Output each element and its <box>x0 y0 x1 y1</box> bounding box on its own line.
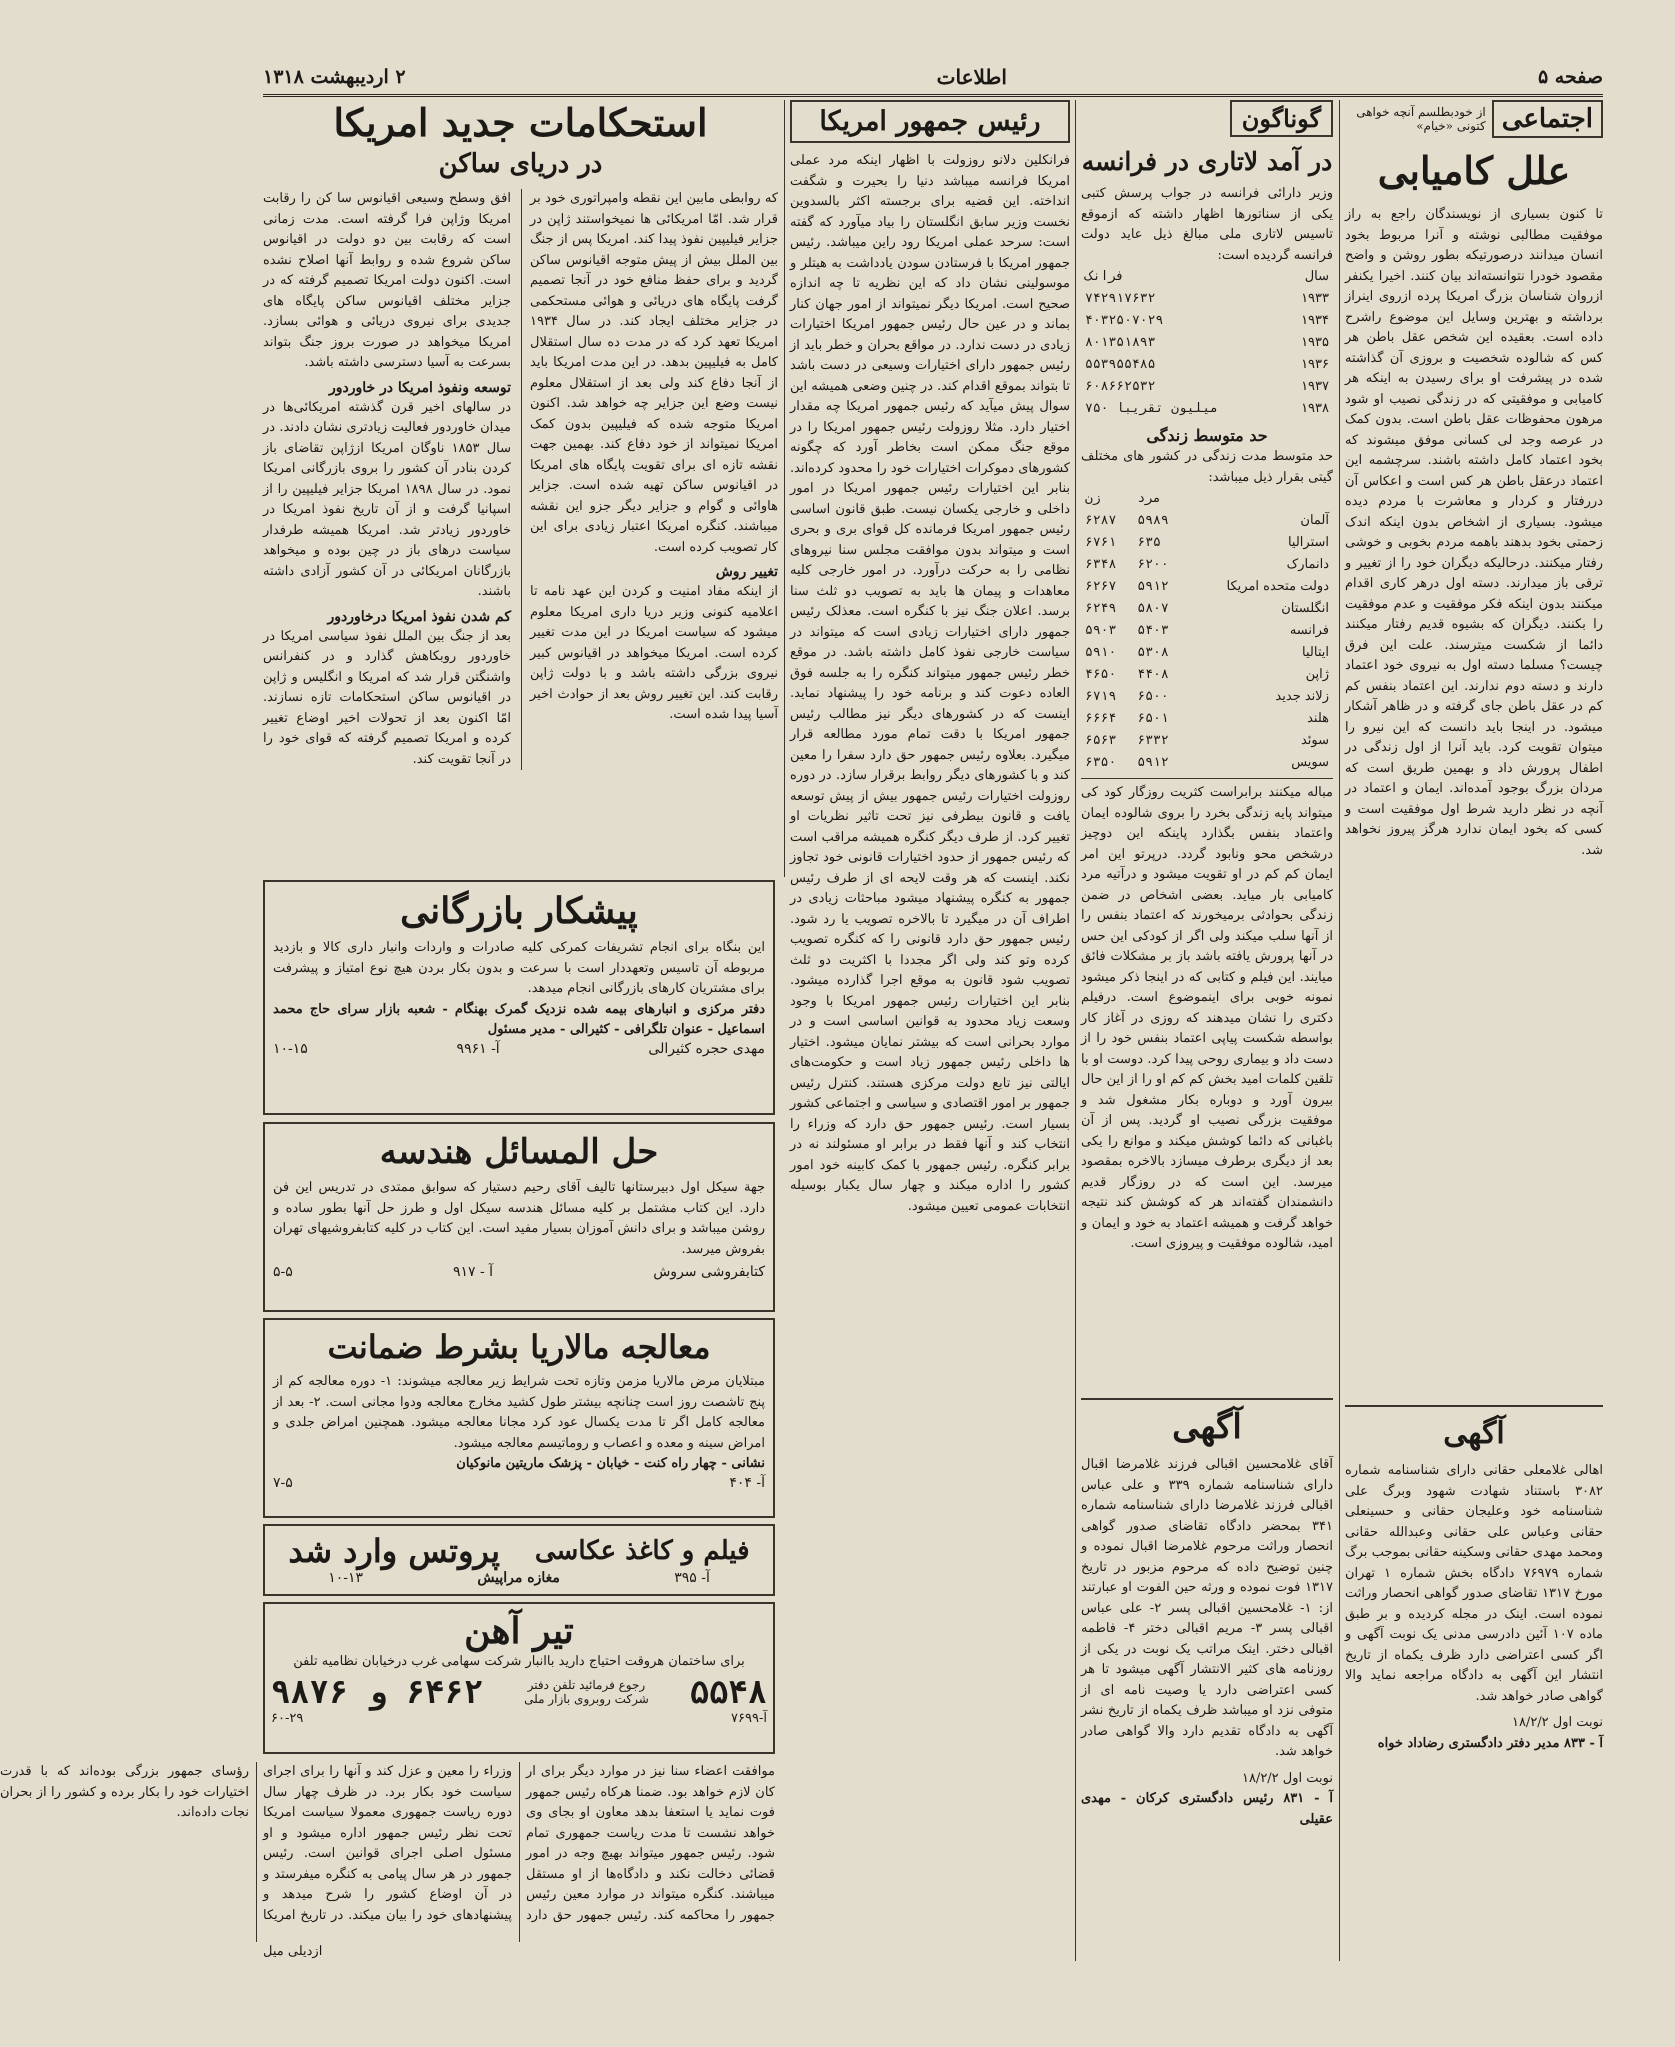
lottery-table <box>1081 266 1333 420</box>
film-ad <box>263 1524 775 1596</box>
article-intro: وزیر دارائی فرانسه در جواب پرسش کتبی یکی از سناتورها اظهار داشته که ازموقع تاسیس لاتاری ملی مبالغ ذیل عاید دولت فرانسه گردیده است: <box>1081 186 1333 263</box>
phone-number: ۵۵۴۸ <box>689 1672 767 1711</box>
section-divider <box>1345 1405 1603 1407</box>
table-row: ۶۰۸۶۶۲۵۳۲ ۱۹۳۷ <box>1085 379 1329 394</box>
notice-title: آگهی <box>1172 1407 1242 1447</box>
table-row: ۷۵۰ میلیون تقریبا ۱۹۳۸ <box>1085 401 1329 416</box>
ad-seller: کتابفروشی سروش <box>653 1264 765 1280</box>
table-row: ۶۷۱۹ ۶۵۰۰ زلاند جدید <box>1085 689 1329 704</box>
epigraph: از خودبطلسم آنچه خواهی کتونی «خیام» <box>1356 105 1486 133</box>
ad-date: ۱۰-۱۳ <box>328 1570 363 1586</box>
ad-title: پیشکار بازرگانی <box>400 890 638 932</box>
ad-date: ۱۰-۱۵ <box>273 1040 308 1057</box>
section-divider <box>1081 1398 1333 1400</box>
notice-date: نوبت اول ۱۸/۲/۲ <box>1241 1770 1333 1786</box>
table-row: ۸۰۱۳۵۱۸۹۳ ۱۹۳۵ <box>1085 335 1329 350</box>
ad-code: آ- ۳۹۵ <box>674 1570 710 1586</box>
fortifications-article <box>263 100 778 870</box>
section-label: اجتماعی <box>1492 100 1603 138</box>
table-row: ۷۴۲۹۱۷۶۳۲ ۱۹۳۳ <box>1085 291 1329 306</box>
ad-date: ۷-۵ <box>273 1474 293 1491</box>
ad-body: مبتلایان مرض مالاریا مزمن وتازه تحت شرایط زیر معالجه میشوند: ۱- دوره معالجه کم از پنج تاشصت روز است چنانچه بیشتر طول کشید مخارج معالجه ودوا مجانی است. ۲- بعد از معالجه کامل اگر تا مدت یکسال عود کرد مجانا معالجه میشود. همچنین امراض جلدی و امراض سینه و معده و اعصاب و روماتیسم معالجه میشود. <box>273 1374 766 1451</box>
notice-ad-mid <box>1081 1405 1333 1965</box>
table-header: مرد <box>1137 491 1161 506</box>
continued-article <box>0 1762 775 1962</box>
ad-manager: مهدی حجره کثیرالی <box>648 1040 765 1057</box>
issue-date: ۲ اردیبهشت ۱۳۱۸ <box>263 66 406 88</box>
notice-footer: آ - ۸۳۳ مدیر دفتر دادگستری رضاداد خواه <box>1377 1735 1603 1751</box>
masthead <box>263 60 1603 97</box>
table-header: فرانک <box>1085 269 1125 284</box>
ad-date: ۶۰-۲۹ <box>271 1710 304 1726</box>
table-row: ۶۳۴۸ ۶۲۰۰ دانمارک <box>1085 557 1329 572</box>
article-body: از اینکه مفاد امنیت و کردن این عهد نامه تا اعلامیه کنونی وزیر دریا داری امریکا معلوم میشود که سیاست امریکا در این مدت تغییر کرده است. امریکا میخواهد در اقیانوس کبیر نیروی بزرگی داشته باشد و با دولت ژاپن رقابت کند. این تغییر روش بعد از حوادث اخیر آسیا پیدا شده است. <box>530 584 778 722</box>
table-row: ۴۰۳۲۵۰۷۰۲۹ ۱۹۳۴ <box>1085 313 1329 328</box>
article-subtitle: در دریای ساکن <box>438 149 603 179</box>
subheading: حد متوسط زندگی <box>1146 426 1268 445</box>
table-row: ۵۵۳۹۵۵۴۸۵ ۱۹۳۶ <box>1085 357 1329 372</box>
article-body: موافقت اعضاء سنا نیز در موارد دیگر برای ار کان لازم خواهد بود. ضمنا هرکاه رئیس جمهور فوت نماید یا استعفا بدهد معاون او بجای وی خواهد نشست تا مدت ریاست جمهوری تمام شود. رئیس جمهور میتواند بهیچ وجه در امور قضائی دخالت نکند و دادگاه‌ها از او مستقل میباشند. کنگره میتواند در موارد معین رئیس جمهور را محاکمه کند. رئیس جمهور حق دارد وزراء را معین و عزل کند و آنها را برای اجرای سیاست خود بکار برد. در ظرف چهار سال دوره ریاست جمهوری معمولا سیاست امریکا تحت نظر رئیس جمهور اداره میشود و او مسئول اصلی اجرای قوانین است. رئیس جمهور در هر سال پیامی به کنگره میفرستد و در آن اوضاع کشور را شرح میدهد و پیشنهادهای خود را بیان میکند. در تاریخ امریکا رؤسای جمهور بزرگی بوده‌اند که با قدرت اختیارات خود را بکار برده و کشور را از بحران نجات داده‌اند. <box>0 1764 775 1923</box>
ad-code: آ - ۹۱۷ <box>452 1264 494 1280</box>
ad-address: نشانی - چهار راه کنت - خیابان - پزشک ماریتین مانوکیان <box>456 1456 765 1471</box>
table-header: سال <box>1304 269 1329 284</box>
article-source: ازدیلی میل <box>263 1944 323 1959</box>
article-title: علل کامیابی <box>1377 148 1571 193</box>
subheading: کم شدن نفوذ امریکا درخاوردور <box>327 608 511 625</box>
table-row: ۴۶۵۰ ۴۴۰۸ ژاپن <box>1085 667 1329 682</box>
ad-code: آ-۷۶۹۹ <box>731 1710 767 1726</box>
table-row: ۵۹۱۰ ۵۳۰۸ ایتالیا <box>1085 645 1329 660</box>
table-row: ۶۲۴۹ ۵۸۰۷ انگلستان <box>1085 601 1329 616</box>
malaria-ad <box>263 1318 775 1518</box>
ad-note: رجوع فرمائید تلفن دفتر شرکت روبروی بازار ملی <box>524 1677 649 1706</box>
table-row: ۶۵۶۳ ۶۳۳۲ سوئد <box>1085 733 1329 748</box>
notice-body: آقای غلامحسین اقبالی فرزند غلامرضا اقبال دارای شناسنامه شماره ۳۳۹ و علی عباس اقبالی فرزند غلامرضا دارای شناسنامه شماره ۳۴۱ بمحضر دادگاه تقاضای صدور گواهی انحصار وراثت مرحوم غلامرضا اقبال نموده و چنین توضیح داده که مرحوم مزبور در تاریخ ۱۳۱۷ فوت نموده و ورثه حین الفوت او عبارتند از: ۱- غلامحسین اقبالی پسر ۲- علی عباس اقبالی پسر ۳- مریم اقبالی دختر ۴- فاطمه اقبالی دختر. اینک مراتب یک نوبت در یکی از روزنامه های کثیر الانتشار آگهی میشود تا هر کسی اعتراضی دارد یا وصیت نامه ای از متوفی نزد او میباشد ظرف یکماه از تاریخ نشر آگهی به دادگاه تقدیم دارد والا گواهی صادر خواهد شد. <box>1081 1457 1333 1759</box>
ad-body: جهة سیکل اول دبیرستانها تالیف آقای رحیم دستیار که سوابق ممتدی در تدریس این فن دارد. این کتاب مشتمل بر کلیه مسائل هندسه سیکل اول و طرز حل آنها بطور ساده و روشن میباشد و برای دانش آموزان بسیار مفید است. این کتاب در کلیه کتابفروشیهای تهران بفروش میرسد. <box>273 1180 765 1257</box>
ad-title-left: پروتس وارد شد <box>288 1532 501 1570</box>
math-book-ad <box>263 1122 775 1312</box>
article-intro-2: حد متوسط مدت زندگی در کشور های مختلف گیتی بقرار ذیل میباشد: <box>1081 449 1333 485</box>
subheading: توسعه ونفوذ امریکا در خاوردور <box>328 379 511 396</box>
ad-title: حل المسائل هندسه <box>379 1132 659 1172</box>
trade-ad <box>263 880 775 1115</box>
social-column <box>1345 100 1603 1400</box>
article-title: رئیس جمهور امریکا <box>819 106 1041 137</box>
ad-code: آ- ۹۹۶۱ <box>456 1040 500 1057</box>
notice-title: آگهی <box>1443 1416 1505 1451</box>
column-rule <box>1075 100 1076 1961</box>
ad-body: برای ساختمان هروقت احتیاج دارید باانبار شرکت سهامی غرب درخیابان نظامیه تلفن <box>293 1654 745 1669</box>
article-body: بعد از جنگ بین الملل نفوذ سیاسی امریکا در خاوردور روبکاهش گذارد و در کنفرانس واشنگتن قرار شد که امریکا و انگلیس و ژاپن در اقیانوس ساکن استحکامات تازه نسازند. امّا اکنون بعد از تحولات اخیر اوضاع تغییر کرده و امریکا تصمیم گرفته که قوای خود را در آنجا تقویت کند. <box>263 628 511 767</box>
section-label: گوناگون <box>1230 100 1333 137</box>
table-row: ۶۶۶۴ ۶۵۰۱ هلند <box>1085 711 1329 726</box>
notice-ad-right <box>1345 1412 1603 1972</box>
article-body: فرانکلین دلانو روزولت با اظهار اینکه مرد عملی امریکا فرانسه میباشد دنیا را بحیرت و شگفت انداخته. این قضیه برای برجسته اکثر بالسدوین نخست وزیر سابق انگلستان را بیاد میآورد که گفته است: سرحد عملی امریکا رود راین میباشد. رئیس جمهور امریکا با فرستادن سودن یادداشت به هیتلر و موسولینی نشان داد که این نظریه تا چه اندازه صحیح است. امریکا دیگر نمیتواند از امور جهان کنار بماند و در عین حال رئیس جمهور امریکا اختیارات زیادی در دست ندارد. در مواقع بحران و خطر باید از رئیس جمهور دارای اختیارات وسیعی در دست باشد تا بتواند بموقع اقدام کند. در چنین وضعی همیشه این سوال پیش میآید که رئیس جمهور امریکا چه مقدار اختیار دارد. مثلا روزولت رئیس جمهور امریکا را در موقع جنگ ممکن است بخاطر آورد که چگونه کشورهای دموکرات اختیارات خود را محدود کرده‌اند. بنابر این اختیارات رئیس جمهور امریکا در امور داخلی و خارجی یکسان نیست. طبق قانون اساسی رئیس جمهور امریکا فرمانده کل قوای بری و بحری است و میتواند بدون موافقت مجلس سنا نیروهای نظامی را به حرکت درآورد. در امور خارجی کلیه معاهدات و پیمان ها باید به تصویب دو ثلث سنا برسد. اعلان جنگ نیز با کنگره است. معذلک رئیس جمهور دارای اختیارات زیادی است که میتواند در سیاست خارجی نفوذ کامل داشته باشد. در موقع خطر رئیس جمهور میتواند کنگره را به جلسه فوق العاده دعوت کند و برنامه خود را پیشنهاد نماید. اینست که در کشورهای دیگر نیز مطالب رئیس جمهور امریکا با دقت تمام مورد مطالعه قرار میگیرد. بعلاوه رئیس جمهور حق دارد سفرا را معین کند و با کشورهای دیگر روابط برقرار سازد. در دوره روزولت اختیارات رئیس جمهور بیش از پیش توسعه یافت و قانون بیطرفی نیز تحت تاثیر نظریات او تغییر کرد. از طرف دیگر کنگره همیشه مراقب است که رئیس جمهور از حدود اختیارات قانونی خود تجاوز نکند. اینست که هر وقت لایحه ای از طرف رئیس جمهور به کنگره پیشنهاد میشود مباحثات زیادی در اطراف آن در میگیرد تا بالاخره تصویب یا رد شود. رئیس جمهور حق دارد قانونی را که کنگره تصویب کرده وتو کند ولی اگر مجددا با اکثریت دو ثلث تصویب شود قانون به موقع اجرا گذارده میشود. بنابر این اختیارات رئیس جمهور امریکا با وجود وسعت زیاد محدود به قوانین اساسی است و در موارد بحرانی است که بیشتر نمایان میشود. اختیار ها داخلی رئیس جمهور زیاد است و حکومت‌های ایالتی نیز تابع دولت مرکزی هستند. کنترل رئیس جمهور بر امور اقتصادی و سیاسی و اجتماعی کشور بسیار است. رئیس جمهور حق دارد که وزراء را انتخاب کند و آنها فقط در برابر او مسئولند نه در برابر کنگره. رئیس جمهور با کمک کابینه خود امور کشور را اداره میکند و چهار سال یکبار بوسیله انتخابات عمومی تعیین میشود. <box>790 153 1070 1214</box>
ad-title-right: فیلم و کاغذ عکاسی <box>534 1536 750 1566</box>
life-expectancy-table <box>1081 488 1333 774</box>
article-title: استحکامات جدید امریکا <box>333 100 708 145</box>
article-body: در سالهای اخیر قرن گذشته امریکائی‌ها در میدان خاوردور فعالیت زیادتری نشان دادند. در سال ۱۸۵۳ ناوگان امریکا ازژاپن تقاضای باز کردن بنادر آن کشور را بروی بازرگانی امریکا نمود. در سال ۱۸۹۸ امریکا جزایر فیلیپین را از اسپانیا گرفت و از آن تاریخ نفوذ امریکا در خاوردور زیادتر شد. امریکا همیشه طرفدار سیاست درهای باز در چین بوده و میخواهد بازرگانان امریکائی در آن کشور آزادی داشته باشند. <box>263 399 512 599</box>
ad-title: معالجه مالاریا بشرط ضمانت <box>327 1328 711 1366</box>
title-box <box>790 100 1070 143</box>
ad-code: آ- ۴۰۴ <box>729 1474 765 1491</box>
article-body: که روابطی مابین این نقطه وامپراتوری خود بر قرار شد. امّا امریکائی ها نمیخواستند ژاپن در جزایر فیلیپین نفوذ پیدا کند. امریکا پس از جنگ بین الملل بیش از پیش متوجه اقیانوس ساکن گردید و برای حفظ منافع خود در آنجا تصمیم گرفت پایگاه های دریائی و هوائی مستحکمی در جزایر مختلف ایجاد کند. در سال ۱۹۳۴ امریکا تعهد کرد که در مدت ده سال استقلال کامل به فیلیپین بدهد. در این مدت امریکا باید از آنجا دفاع کند ولی بعد از استقلال معلوم نیست وضع این جزایر چه خواهد شد. اکنون امریکا متوجه شده که فیلیپین بدون کمک امریکا نمیتواند از خود دفاع کند. بهمین جهت نقشه تازه ای برای تقویت پایگاه های امریکا در اقیانوس ساکن تهیه شده است. جزایر هاوائی و گوام و جزایر دیگر جزو این نقشه میباشند. کنگره امریکا اعتبار زیادی برای این کار تصویب کرده است. <box>530 191 778 555</box>
subheading: تغییر روش <box>715 564 778 580</box>
article-title: در آمد لاتاری در فرانسه <box>1081 147 1333 176</box>
table-row: ۶۳۵۰ ۵۹۱۲ سویس <box>1085 755 1329 770</box>
iron-beam-ad <box>263 1602 775 1754</box>
ad-shop: مغازه مراپیش <box>477 1570 560 1586</box>
ad-title: تیر آهن <box>464 1610 574 1652</box>
table-header: زن <box>1085 491 1101 506</box>
article-body: افق وسطح وسیعی اقیانوس سا ‌کن را رقابت امریکا وژاپن فرا گرفته است. مدت زمانی است که رقابت بین دو دولت در اقیانوس ساکن شروع شده و روابط آنها اصلاح نشده است. اکنون دولت امریکا تصمیم گرفته که در جزایر مختلف اقیانوس ساکن پایگاه های جدیدی برای نیروی دریائی و هوائی بسازد. امریکا میخواهد در صورت بروز جنگ بتواند بسرعت به آسیا دسترسی داشته باشد. <box>263 191 511 370</box>
column-rule <box>1339 100 1340 1961</box>
misc-column <box>1081 100 1333 1390</box>
table-row: ۶۲۶۷ ۵۹۱۲ دولت متحده امریکا <box>1085 579 1329 594</box>
table-row: ۵۹۰۳ ۵۴۰۳ فرانسه <box>1085 623 1329 638</box>
notice-footer: آ - ۸۳۱ رئیس دادگستری کرکان - مهدی عقیلی <box>1081 1791 1333 1827</box>
ad-date: ۵-۵ <box>273 1264 293 1280</box>
table-row: ۶۲۸۷ ۵۹۸۹ آلمان <box>1085 513 1329 528</box>
ad-address: دفتر مرکزی و انبارهای بیمه شده نزدیک گمرک بهنگام - شعبه بازار سرای حاج محمد اسماعیل - عنوان تلگرافی - کثیرالی - مدیر مسئول <box>273 1001 765 1037</box>
phone-number: ۶۴۶۲ و ۹۸۷۶ <box>271 1672 483 1711</box>
notice-body: اهالی غلامعلی حقانی دارای شناسنامه شماره ۳۰۸۲ باستناد شهادت شهود وبرگ علی شناسنامه خود وعلیجان حقانی و حسینعلی حقانی وعباس علی حقانی وعبدالله حقانی ومحمد مهدی حقانی وسکینه حقانی بموجب برگ شماره ۷۶۹۷۹ دادگاه بخش شماره ۱ تهران مورخ ۱۳۱۷ تقاضای صدور گواهی انحصار وراثت نموده است. اینک در مجله کردیده و بر طبق ماده ۱۰۷ آئین دادرسی مدنی یک نوبت آگهی و اگر کسی اعتراضی دارد ظرف یکماه از تاریخ انتشار این آگهی به دادگاه مراجعه نماید والا گواهی صادر خواهد شد. <box>1345 1463 1603 1704</box>
president-column <box>790 100 1070 1970</box>
table-row: ۶۷۶۱ ۶۳۵ استرالیا <box>1085 535 1329 550</box>
page-number: صفحه ۵ <box>1537 66 1603 88</box>
paper-name: اطلاعات <box>936 65 1007 89</box>
ad-body: این بنگاه برای انجام تشریفات کمرکی کلیه صادرات و واردات وانبار داری کالا و بازدید مربوطه آن تاسیس وتعهددار است با سرعت و بدون بکار بردن هیچ نوع امتیاز و پیشرفت برای مشتریان کارهای بازرگانی انجام میدهد. <box>273 940 766 996</box>
column-rule <box>784 100 785 877</box>
notice-date: نوبت اول ۱۸/۲/۲ <box>1511 1715 1603 1730</box>
article-body: مباله میکنند برابراست کثریت روزگار کود کی میتواند پایه زندگی بخرد را بروی شالوده ایمان واعتماد بنفس بگذارد پاینکه این دوچیز درشخص محو ونابود گردد. درپرتو این امر ایمان کم کم در او تقویت میشود و درآتیه مرد کامیابی بار میاید. بعضی اشخاص در ضمن زندگی بحوادثی برمیخورند که اعتماد بنفس را از آنها سلب میکند ولی اگر از کودکی این حس در آنها پرورش یافته باشد باز بر مشکلات فائق میایند. این فیلم و کتابی که در اینجا ذکر میشود نمونه خوبی برای اینموضوع است. درفیلم دکتری را نشان میدهند که روزی در آغاز کار بواسطه شکست پیاپی اعتماد بنفس خود را از دست داد و بیماری روحی پیدا کرد. دوست او با تلقین کلمات امید بخش کم کم او را از این حال بیرون آورد و دوباره بکار مشغول شد و موفقیت بزرگی نصیب او گردید. پس از آن باغبانی که دائما کوشش میکند و موانع را یکی بعد از دیگری برطرف میسازد بالاخره بمقصود میرسد. این است که در روزگار قدیم دانشمندان گفته‌اند هر که کوشش کند نتیجه خواهد گرفت و همیشه اعتماد به خود و ایمان و امید، شالوده موفقیت و پیروزی است. <box>1081 785 1333 1251</box>
article-body: تا کنون بسیاری از نویسندگان راجع به راز موفقیت مطالبی نوشته و آنرا مربوط بخود انسان میدانند درصورتیکه بطور روشن و واضح مقصود خودرا نتوانسته‌اند بیان کنند. اخیرا یکنفر ازروان شناسان بزرگ امریکا پرده ازروی اینراز برداشته و بهترین وسایل این موضوع راشرح داده است. بعقیده این شخص عقل باطن هر کس که شالوده شخصیت و بروزی آن گذاشته شده در پیشرفت او برای رسیدن به اینکه هر کامیابی و موفقیتی که در زندگی نصیب او شود مرهون محفوظات عقل باطن است. بدون کمک در عرصه وجد لی کسانی موفق میشوند که بخود اعتماد کامل داشته باشند. سرچشمه این اعتماد درعقل باطن هر کس است و اعکاس آن دررفتار و کردار و معاشرت با مردم دیده میشود. بسیاری از اشخاص بدون اینکه اندک زحمتی بخود بدهند باهمه مردم بخوبی و خوشی رفتار میکنند. درحالیکه دیگران خود را از تغییر و ترقی باز میدارند. دسته اول درهر کاری اقدام میکنند بدون اینکه فکر موفقیت و عدم موفقیت را بکنند. دیگران که بشیوه قدیم رفتار میکنند دائما از شکست میترسند. علت این فرق چیست؟ مسلما دسته اول به نیروی خود اعتماد دارند و دسته دوم ندارند. این اعتماد بنفس کم کم در عقل باطن جای گرفته و در ظاهر آشکار میشود. در اینجا باید دانست که این نیرو را میتوان تقویت کرد. باید آنرا از اول زندگی در اطفال پرورش داد و بهمین طریق است که مردان بزرگ بوجود آمده‌اند. ایمان و اعتماد در آنچه در نظر دارید شرط اول موفقیت است و کسی که بخود ایمان ندارد هرگز پیروز نخواهد شد. <box>1345 207 1603 858</box>
